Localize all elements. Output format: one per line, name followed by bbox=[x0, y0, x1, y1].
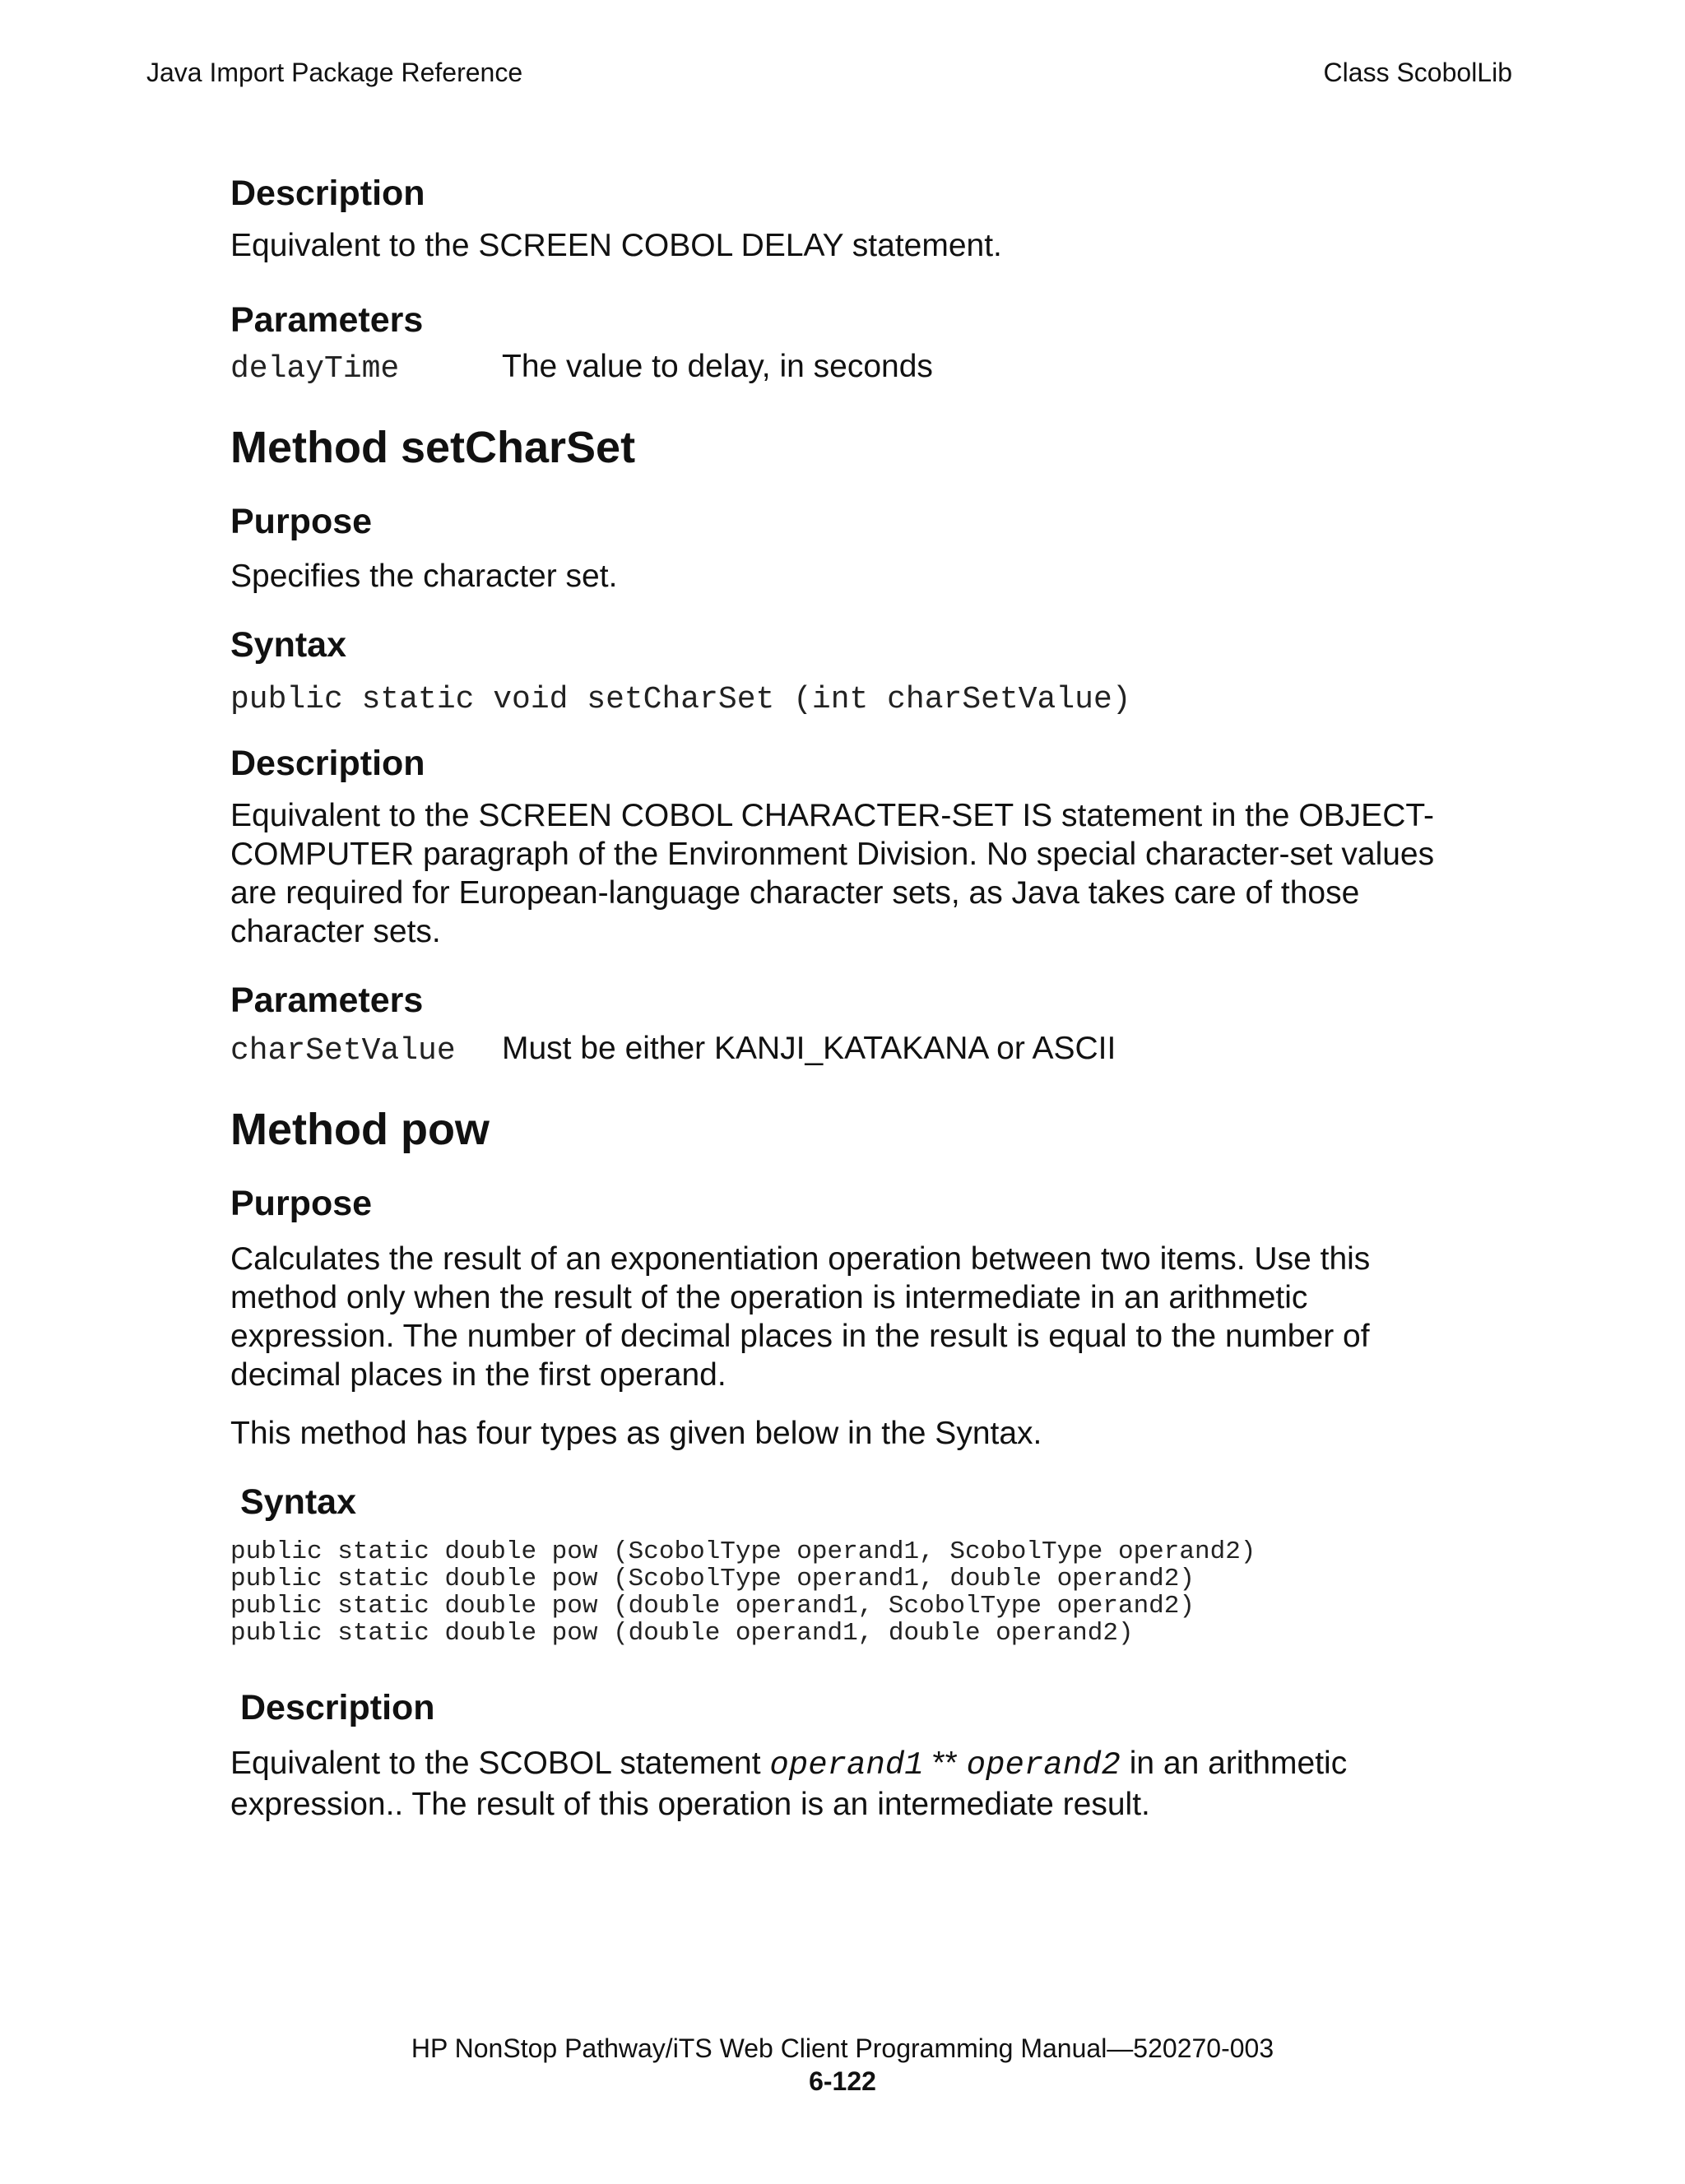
pow-purpose-note: This method has four types as given below in the Syntax. bbox=[230, 1416, 1042, 1451]
setcharset-description-line: COMPUTER paragraph of the Environment Division. No special character-set values bbox=[230, 837, 1435, 872]
setcharset-param-desc: Must be either KANJI_KATAKANA or ASCII bbox=[502, 1031, 1116, 1066]
pow-purpose-line: decimal places in the first operand. bbox=[230, 1357, 726, 1393]
setcharset-purpose-heading: Purpose bbox=[230, 502, 373, 541]
pow-purpose-line: expression. The number of decimal places in the result is equal to the number of bbox=[230, 1319, 1370, 1354]
pow-syntax-line: public static double pow (double operand1, double operand2) bbox=[230, 1619, 1134, 1648]
pow-description-operator: ** bbox=[923, 1746, 967, 1781]
pow-purpose-text bbox=[230, 1240, 1514, 1394]
delay-description-text: Equivalent to the SCREEN COBOL DELAY statement. bbox=[230, 228, 1002, 263]
setcharset-purpose-text: Specifies the character set. bbox=[230, 559, 618, 594]
delay-param-row bbox=[230, 346, 1514, 390]
pow-syntax-block bbox=[230, 1538, 1514, 1647]
pow-description-prefix: Equivalent to the SCOBOL statement bbox=[230, 1746, 770, 1781]
setcharset-parameters-heading: Parameters bbox=[230, 981, 424, 1020]
pow-purpose-heading: Purpose bbox=[230, 1184, 373, 1223]
pow-description-line1 bbox=[230, 1744, 1514, 1785]
pow-description-suffix: in an arithmetic bbox=[1120, 1746, 1348, 1781]
page-footer bbox=[0, 2032, 1685, 2098]
setcharset-description-heading: Description bbox=[230, 744, 425, 783]
footer-manual-title: HP NonStop Pathway/iTS Web Client Programming Manual—520270-003 bbox=[411, 2033, 1274, 2063]
pow-purpose-line: Calculates the result of an exponentiation operation between two items. Use this bbox=[230, 1241, 1371, 1277]
pow-syntax-heading: Syntax bbox=[240, 1482, 357, 1522]
setcharset-syntax-heading: Syntax bbox=[230, 625, 347, 665]
delay-parameters-heading: Parameters bbox=[230, 300, 424, 340]
delay-param-name: delayTime bbox=[230, 351, 400, 387]
setcharset-description-line: are required for European-language character sets, as Java takes care of those bbox=[230, 875, 1360, 911]
pow-description-operand2: operand2 bbox=[966, 1747, 1121, 1783]
setcharset-description-line: character sets. bbox=[230, 914, 441, 949]
delay-param-desc: The value to delay, in seconds bbox=[502, 349, 933, 384]
delay-description-heading: Description bbox=[230, 174, 425, 213]
setcharset-param-name: charSetValue bbox=[230, 1033, 456, 1069]
pow-title: Method pow bbox=[230, 1105, 490, 1154]
pow-syntax-line: public static double pow (double operand1, ScobolType operand2) bbox=[230, 1592, 1195, 1621]
footer-page-number: 6-122 bbox=[809, 2066, 876, 2096]
pow-syntax-line: public static double pow (ScobolType operand1, double operand2) bbox=[230, 1565, 1195, 1593]
setcharset-title: Method setCharSet bbox=[230, 423, 636, 472]
pow-description-operand1: operand1 bbox=[769, 1747, 924, 1783]
pow-purpose-line: method only when the result of the operation is intermediate in an arithmetic bbox=[230, 1280, 1308, 1315]
pow-description-line2: expression.. The result of this operation is an intermediate result. bbox=[230, 1787, 1150, 1822]
header-class-name: Class ScobolLib bbox=[1323, 58, 1512, 87]
pow-description-heading: Description bbox=[240, 1688, 435, 1727]
setcharset-syntax-code: public static void setCharSet (int charSetValue) bbox=[230, 682, 1131, 717]
setcharset-description-line: Equivalent to the SCREEN COBOL CHARACTER-SET IS statement in the OBJECT- bbox=[230, 798, 1435, 833]
page-content bbox=[230, 169, 1514, 1824]
setcharset-description-text bbox=[230, 796, 1514, 951]
setcharset-param-row bbox=[230, 1028, 1514, 1072]
header-section-title: Java Import Package Reference bbox=[146, 58, 523, 87]
pow-syntax-line: public static double pow (ScobolType operand1, ScobolType operand2) bbox=[230, 1537, 1256, 1566]
